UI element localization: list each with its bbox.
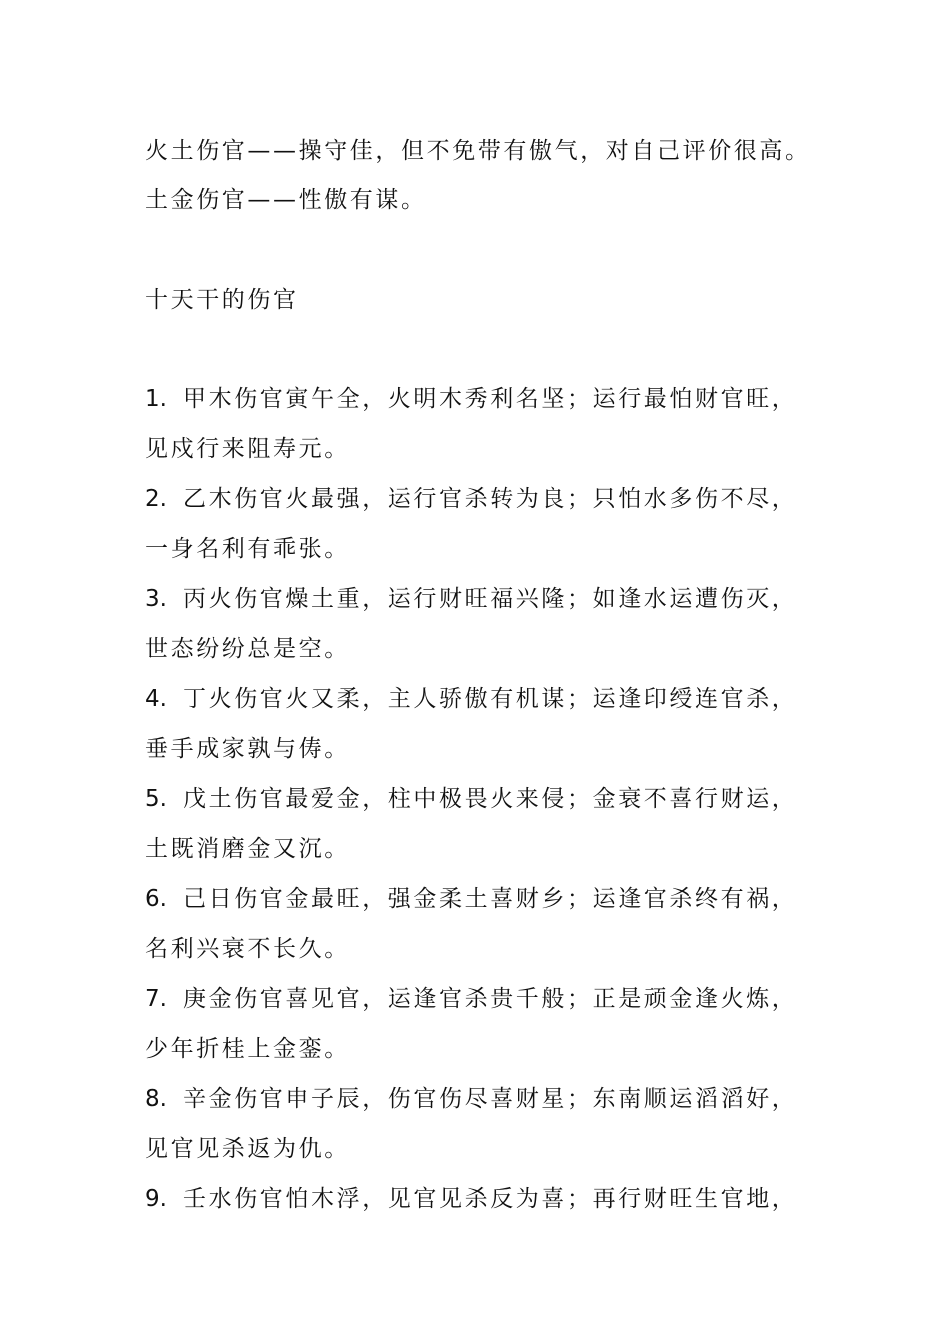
item-text: 乙木伤官火最强，运行官杀转为良；只怕水多伤不尽，: [183, 486, 798, 512]
item-number: 6.: [145, 886, 167, 912]
item-number: 5.: [145, 786, 167, 812]
item-text: 壬水伤官怕木浮，见官见杀反为喜；再行财旺生官地，: [183, 1186, 798, 1212]
list-item-8: [145, 1083, 865, 1115]
item-number: 8.: [145, 1086, 167, 1112]
list-item-8-cont: 见官见杀返为仇。: [145, 1136, 350, 1162]
list-item-3-cont: 世态纷纷总是空。: [145, 636, 350, 662]
list-item-1: [145, 383, 865, 415]
list-item-3: [145, 583, 865, 615]
list-item-6: [145, 883, 865, 915]
item-number: 4.: [145, 686, 167, 712]
item-text: 己日伤官金最旺，强金柔土喜财乡；运逢官杀终有祸，: [183, 886, 798, 912]
item-number: 3.: [145, 586, 167, 612]
list-item-2-cont: 一身名利有乖张。: [145, 536, 350, 562]
item-number: 2.: [145, 486, 167, 512]
section-title: 十天干的伤官: [145, 287, 299, 313]
item-number: 7.: [145, 986, 167, 1012]
list-item-6-cont: 名利兴衰不长久。: [145, 936, 350, 962]
item-text: 辛金伤官申子辰，伤官伤尽喜财星；东南顺运滔滔好，: [183, 1086, 798, 1112]
list-item-4: [145, 683, 865, 715]
list-item-5-cont: 土既消磨金又沉。: [145, 836, 350, 862]
item-text: 庚金伤官喜见官，运逢官杀贵千般；正是顽金逢火炼，: [183, 986, 798, 1012]
list-item-4-cont: 垂手成家孰与俦。: [145, 736, 350, 762]
item-number: 9.: [145, 1186, 167, 1212]
list-item-7-cont: 少年折桂上金銮。: [145, 1036, 350, 1062]
item-text: 戊土伤官最爱金，柱中极畏火来侵；金衰不喜行财运，: [183, 786, 798, 812]
intro-line-1: 火土伤官——操守佳，但不免带有傲气，对自己评价很高。: [145, 138, 811, 164]
item-number: 1.: [145, 386, 167, 412]
item-text: 甲木伤官寅午全，火明木秀利名坚；运行最怕财官旺，: [183, 386, 798, 412]
list-item-2: [145, 483, 865, 515]
list-item-9: [145, 1183, 865, 1215]
intro-line-2: 土金伤官——性傲有谋。: [145, 187, 427, 213]
item-text: 丁火伤官火又柔，主人骄傲有机谋；运逢印绶连官杀，: [183, 686, 798, 712]
item-text: 丙火伤官燥土重，运行财旺福兴隆；如逢水运遭伤灭，: [183, 586, 798, 612]
list-item-5: [145, 783, 865, 815]
list-item-7: [145, 983, 865, 1015]
list-item-1-cont: 见戍行来阻寿元。: [145, 436, 350, 462]
